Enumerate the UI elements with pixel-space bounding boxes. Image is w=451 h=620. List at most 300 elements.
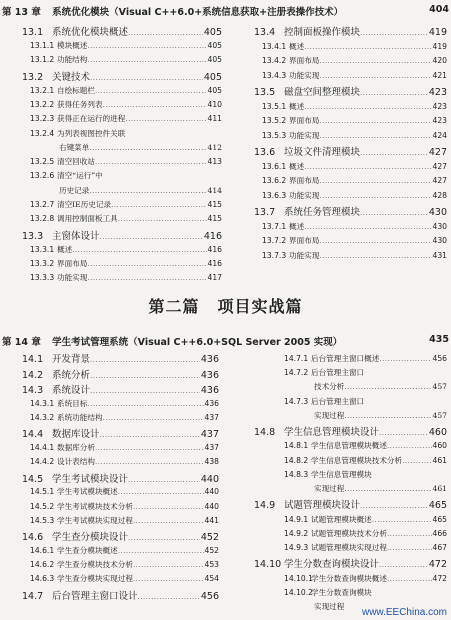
entry-page: 457 bbox=[432, 382, 447, 392]
leader-dots bbox=[72, 246, 206, 254]
toc-subsection-entry bbox=[262, 130, 447, 143]
entry-page: 420 bbox=[432, 56, 447, 65]
leader-dots bbox=[319, 192, 431, 200]
entry-title: 界面布局 bbox=[57, 258, 88, 268]
entry-number: 14.9.2 bbox=[284, 528, 309, 538]
entry-title: 设计表结构 bbox=[57, 457, 95, 467]
entry-title: 概述 bbox=[289, 101, 305, 111]
leader-dots bbox=[90, 74, 203, 82]
toc-subsection-entry bbox=[30, 128, 222, 141]
leader-dots bbox=[319, 177, 431, 185]
leader-dots bbox=[138, 593, 200, 601]
entry-page: 410 bbox=[207, 99, 222, 109]
entry-number: 14.1 bbox=[22, 354, 44, 364]
part-title: 项目实战篇 bbox=[217, 297, 303, 316]
entry-number: 13.7.1 bbox=[262, 221, 287, 231]
leader-dots bbox=[319, 237, 431, 245]
entry-title: 功能实现 bbox=[57, 273, 88, 283]
entry-number: 13.2.3 bbox=[30, 114, 55, 124]
leader-dots bbox=[87, 274, 206, 282]
entry-number: 13.6.1 bbox=[262, 161, 287, 171]
entry-title: 开发背景 bbox=[52, 354, 91, 364]
entry-title: 清空“运行”中 bbox=[57, 171, 103, 181]
toc-subsection-entry bbox=[30, 398, 219, 411]
leader-dots bbox=[87, 400, 203, 408]
entry-number: 13.2.7 bbox=[30, 200, 55, 209]
chapter-number: 第 13 章 bbox=[2, 7, 41, 18]
entry-number: 13.2.5 bbox=[30, 157, 55, 167]
entry-page: 452 bbox=[204, 545, 219, 555]
leader-dots bbox=[304, 103, 431, 111]
chapter-page: 404 bbox=[429, 4, 449, 15]
leader-dots bbox=[387, 442, 432, 450]
leader-dots bbox=[90, 356, 200, 364]
toc-section-entry bbox=[22, 24, 222, 37]
leader-dots bbox=[319, 72, 431, 80]
entry-page: 424 bbox=[432, 130, 447, 140]
toc-subsection-entry bbox=[284, 396, 447, 409]
entry-title: 数据库分析 bbox=[57, 443, 95, 452]
entry-title: 实现过程 bbox=[314, 484, 345, 493]
toc-subsection-entry bbox=[284, 514, 447, 527]
watermark: www.EEChina.com bbox=[361, 607, 447, 618]
leader-dots bbox=[87, 260, 206, 268]
leader-dots bbox=[133, 503, 204, 511]
entry-title: 系统目标 bbox=[57, 398, 88, 408]
entry-page: 460 bbox=[432, 441, 447, 451]
entry-number: 14.4.1 bbox=[30, 443, 55, 452]
entry-title: 获得任务列表 bbox=[57, 99, 103, 109]
toc-subsection-entry bbox=[262, 235, 447, 248]
entry-title: 学生信息管理模块技术分析 bbox=[311, 455, 403, 465]
entry-page: 440 bbox=[204, 501, 219, 511]
entry-number: 13.4.3 bbox=[262, 70, 287, 80]
entry-title: 功能实现 bbox=[289, 250, 320, 260]
entry-number: 13.4 bbox=[254, 27, 276, 37]
entry-title: 学生考试模块设计 bbox=[52, 473, 129, 484]
leader-dots bbox=[344, 485, 431, 493]
entry-title: 系统功能结构 bbox=[57, 413, 103, 423]
leader-dots bbox=[319, 252, 431, 260]
entry-page: 460 bbox=[428, 427, 447, 437]
entry-page: 465 bbox=[428, 500, 447, 511]
toc-subsection-entry bbox=[284, 455, 447, 468]
entry-page: 438 bbox=[204, 457, 219, 467]
entry-number: 14.5.2 bbox=[30, 501, 55, 511]
entry-number: 14.10.2 bbox=[284, 587, 313, 597]
entry-title: 系统分析 bbox=[52, 369, 91, 380]
leader-dots bbox=[402, 457, 431, 465]
entry-page: 440 bbox=[200, 473, 219, 484]
entry-number: 13.5 bbox=[254, 87, 276, 97]
toc-section-entry bbox=[254, 556, 447, 569]
toc-section-entry bbox=[22, 69, 222, 82]
entry-number: 14.7.2 bbox=[284, 368, 309, 378]
entry-page: 427 bbox=[428, 147, 447, 157]
toc-subsection-entry bbox=[30, 442, 219, 455]
entry-page: 437 bbox=[204, 443, 219, 452]
toc-subsection-entry bbox=[30, 156, 222, 169]
entry-page: 466 bbox=[432, 528, 447, 538]
entry-title: 学生信息管理模块概述 bbox=[311, 441, 387, 451]
entry-number: 14.8 bbox=[254, 427, 276, 437]
leader-dots bbox=[87, 42, 206, 50]
leader-dots bbox=[379, 429, 428, 437]
leader-dots bbox=[304, 223, 431, 231]
entry-page: 417 bbox=[207, 273, 222, 283]
entry-number: 14.6.2 bbox=[30, 560, 55, 569]
chapter-13-heading bbox=[2, 4, 449, 20]
entry-page: 436 bbox=[200, 354, 219, 364]
entry-title: 学生查分模块技术分析 bbox=[57, 560, 133, 569]
entry-title: 界面布局 bbox=[289, 56, 320, 65]
entry-number: 13.6 bbox=[254, 147, 276, 157]
leader-dots bbox=[111, 201, 206, 209]
entry-page: 437 bbox=[204, 413, 219, 423]
toc-entry-continuation bbox=[314, 410, 447, 423]
entry-title: 学生信息管理模块 bbox=[311, 469, 372, 479]
entry-title: 试题管理模块设计 bbox=[284, 500, 361, 511]
leader-dots bbox=[387, 575, 432, 583]
toc-subsection-entry bbox=[30, 113, 222, 126]
entry-page: 415 bbox=[207, 200, 222, 209]
entry-page: 416 bbox=[203, 230, 222, 241]
entry-number: 13.6.3 bbox=[262, 190, 287, 200]
chapter-number: 第 14 章 bbox=[2, 337, 41, 348]
part-number: 第二篇 bbox=[148, 297, 200, 316]
toc-subsection-entry bbox=[30, 99, 222, 112]
entry-title: 学生考试模块实现过程 bbox=[57, 515, 133, 525]
entry-page: 457 bbox=[432, 410, 447, 420]
toc-subsection-entry bbox=[284, 469, 447, 482]
leader-dots bbox=[95, 87, 207, 95]
entry-number: 13.5.2 bbox=[262, 116, 287, 125]
leader-dots bbox=[133, 561, 204, 569]
entry-title: 概述 bbox=[57, 244, 73, 254]
entry-title: 学生信息管理模块设计 bbox=[284, 427, 380, 437]
entry-number: 14.6 bbox=[22, 532, 44, 543]
entry-page: 452 bbox=[200, 532, 219, 543]
entry-page: 405 bbox=[207, 55, 222, 65]
toc-entry-continuation bbox=[59, 185, 222, 198]
entry-title: 界面布局 bbox=[289, 116, 320, 125]
toc-section-entry bbox=[22, 426, 219, 439]
chapter-title: 系统优化模块（Visual C++6.0+系统信息获取+注册表操作技术） bbox=[52, 7, 344, 18]
leader-dots bbox=[118, 215, 207, 223]
entry-page: 405 bbox=[203, 27, 222, 37]
leader-dots bbox=[344, 412, 431, 420]
entry-page: 453 bbox=[204, 560, 219, 569]
toc-subsection-entry bbox=[284, 528, 447, 541]
toc-section-entry bbox=[22, 351, 219, 364]
entry-page: 465 bbox=[432, 514, 447, 524]
toc-subsection-entry bbox=[262, 175, 447, 188]
toc-subsection-entry bbox=[30, 244, 222, 257]
leader-dots bbox=[95, 158, 207, 166]
toc-subsection-entry bbox=[284, 367, 447, 380]
leader-dots bbox=[304, 43, 431, 51]
toc-subsection-entry bbox=[284, 587, 447, 600]
entry-title: 关键技术 bbox=[52, 71, 91, 82]
entry-page: 421 bbox=[432, 70, 447, 80]
entry-number: 13.2.1 bbox=[30, 85, 55, 95]
entry-page: 413 bbox=[207, 157, 222, 167]
entry-page: 436 bbox=[200, 385, 219, 396]
leader-dots bbox=[89, 144, 206, 152]
entry-title: 系统优化模块概述 bbox=[52, 27, 129, 37]
entry-number: 14.4.2 bbox=[30, 457, 55, 467]
entry-number: 14.5.1 bbox=[30, 487, 55, 497]
entry-page: 405 bbox=[203, 71, 222, 82]
toc-subsection-entry bbox=[262, 70, 447, 83]
entry-page: 461 bbox=[432, 484, 447, 493]
entry-page: 415 bbox=[207, 214, 222, 224]
toc-subsection-entry bbox=[30, 456, 219, 469]
toc-subsection-entry bbox=[30, 54, 222, 67]
entry-title: 为列表视图控件关联 bbox=[57, 128, 126, 138]
toc-entry-continuation bbox=[314, 381, 447, 394]
entry-title: 概述 bbox=[289, 221, 305, 231]
entry-number: 14.6.3 bbox=[30, 574, 55, 584]
entry-title: 学生分数查询模块设计 bbox=[284, 559, 380, 570]
entry-page: 427 bbox=[432, 176, 447, 185]
entry-page: 454 bbox=[204, 574, 219, 584]
toc-subsection-entry bbox=[284, 353, 447, 366]
toc-entry-continuation bbox=[314, 483, 447, 496]
entry-number: 14.3 bbox=[22, 385, 44, 396]
entry-number: 13.4.2 bbox=[262, 56, 287, 65]
entry-number: 13.2.6 bbox=[30, 171, 55, 181]
entry-title: 磁盘空间整理模块 bbox=[284, 87, 361, 97]
leader-dots bbox=[95, 458, 204, 466]
leader-dots bbox=[100, 233, 203, 241]
leader-dots bbox=[90, 387, 200, 395]
toc-subsection-entry bbox=[30, 170, 222, 183]
part-heading bbox=[0, 294, 451, 317]
entry-number: 14.8.2 bbox=[284, 455, 309, 465]
leader-dots bbox=[360, 89, 428, 97]
entry-number: 14.6.1 bbox=[30, 545, 55, 555]
entry-title: 后台管理主窗口 bbox=[311, 368, 365, 378]
entry-page: 436 bbox=[204, 398, 219, 408]
toc-subsection-entry bbox=[262, 101, 447, 114]
entry-title: 实现过程 bbox=[314, 410, 345, 420]
toc-subsection-entry bbox=[30, 515, 219, 528]
entry-number: 13.1 bbox=[22, 27, 44, 37]
entry-title: 垃圾文件清理模块 bbox=[284, 147, 361, 157]
entry-number: 14.10.1 bbox=[284, 573, 313, 583]
entry-title: 技术分析 bbox=[314, 382, 345, 392]
entry-number: 13.2.2 bbox=[30, 99, 55, 109]
leader-dots bbox=[90, 372, 200, 380]
entry-title: 后台管理主窗口 bbox=[311, 396, 365, 406]
entry-page: 437 bbox=[200, 429, 219, 440]
entry-title: 数据库设计 bbox=[52, 429, 100, 440]
chapter-14-heading bbox=[2, 334, 449, 350]
leader-dots bbox=[379, 355, 431, 363]
toc-subsection-entry bbox=[30, 501, 219, 514]
leader-dots bbox=[103, 101, 207, 109]
chapter-page: 435 bbox=[429, 334, 449, 345]
toc-section-entry bbox=[22, 367, 219, 380]
entry-title: 概述 bbox=[289, 161, 305, 171]
entry-page: 430 bbox=[432, 236, 447, 245]
entry-title: 功能实现 bbox=[289, 190, 320, 200]
entry-page: 428 bbox=[432, 190, 447, 200]
leader-dots bbox=[372, 516, 432, 524]
entry-number: 13.3.1 bbox=[30, 244, 55, 254]
toc-entry-continuation bbox=[59, 142, 222, 155]
entry-title: 获得正在运行的进程 bbox=[57, 114, 126, 124]
entry-title: 后台管理主窗口概述 bbox=[311, 354, 380, 363]
entry-number: 14.7.3 bbox=[284, 396, 309, 406]
entry-number: 14.3.2 bbox=[30, 413, 55, 423]
entry-page: 416 bbox=[207, 258, 222, 268]
entry-title: 学生查分模块设计 bbox=[52, 532, 129, 543]
entry-page: 423 bbox=[428, 87, 447, 97]
leader-dots bbox=[118, 547, 204, 555]
toc-subsection-entry bbox=[262, 41, 447, 54]
leader-dots bbox=[360, 209, 428, 217]
entry-number: 14.3.1 bbox=[30, 398, 55, 408]
leader-dots bbox=[319, 57, 431, 65]
entry-title: 自绘标题栏 bbox=[57, 85, 95, 95]
toc-subsection-entry bbox=[30, 486, 219, 499]
entry-page: 412 bbox=[207, 142, 222, 152]
entry-number: 13.7.2 bbox=[262, 236, 287, 245]
entry-number: 13.5.1 bbox=[262, 101, 287, 111]
entry-title: 学生查分模块实现过程 bbox=[57, 574, 133, 584]
toc-subsection-entry bbox=[30, 85, 222, 98]
leader-dots bbox=[319, 117, 431, 125]
entry-page: 467 bbox=[432, 543, 447, 552]
leader-dots bbox=[319, 132, 431, 140]
entry-number: 14.4 bbox=[22, 429, 44, 440]
entry-page: 427 bbox=[432, 161, 447, 171]
leader-dots bbox=[103, 414, 204, 422]
leader-dots bbox=[128, 534, 200, 542]
leader-dots bbox=[387, 544, 432, 552]
entry-number: 13.2.8 bbox=[30, 214, 55, 224]
entry-number: 14.8.1 bbox=[284, 441, 309, 451]
entry-title: 清空回收站 bbox=[57, 157, 95, 167]
toc-section-entry bbox=[22, 529, 219, 542]
toc-subsection-entry bbox=[30, 40, 222, 53]
toc-subsection-entry bbox=[30, 412, 219, 425]
entry-page: 419 bbox=[428, 27, 447, 37]
leader-dots bbox=[133, 575, 204, 583]
entry-page: 411 bbox=[207, 114, 222, 124]
toc-section-entry bbox=[254, 424, 447, 437]
entry-title: 实现过程 bbox=[314, 602, 345, 611]
entry-title: 试题管理模块概述 bbox=[311, 514, 372, 524]
entry-page: 440 bbox=[204, 487, 219, 497]
toc-subsection-entry bbox=[262, 250, 447, 263]
toc-section-entry bbox=[254, 144, 447, 157]
entry-number: 13.1.1 bbox=[30, 41, 55, 50]
leader-dots bbox=[387, 530, 432, 538]
entry-title: 历史记录 bbox=[59, 185, 90, 195]
entry-page: 431 bbox=[432, 250, 447, 260]
toc-section-entry bbox=[254, 24, 447, 37]
toc-subsection-entry bbox=[262, 161, 447, 174]
entry-title: 学生考试模块概述 bbox=[57, 487, 118, 497]
toc-subsection-entry bbox=[30, 258, 222, 271]
entry-number: 14.9 bbox=[254, 500, 276, 511]
entry-title: 试题管理模块技术分析 bbox=[311, 528, 387, 538]
leader-dots bbox=[100, 431, 200, 439]
entry-title: 学生查分模块概述 bbox=[57, 545, 118, 555]
toc-subsection-entry bbox=[262, 115, 447, 128]
toc-section-entry bbox=[22, 228, 222, 241]
toc-section-entry bbox=[22, 588, 219, 601]
toc-subsection-entry bbox=[284, 573, 447, 586]
toc-subsection-entry bbox=[262, 55, 447, 68]
entry-number: 14.2 bbox=[22, 369, 44, 380]
toc-section-entry bbox=[22, 382, 219, 395]
entry-number: 13.4.1 bbox=[262, 41, 287, 51]
chapter-title: 学生考试管理系统（Visual C++6.0+SQL Server 2005 实现） bbox=[52, 337, 343, 348]
entry-title: 调用控制面板工具 bbox=[57, 214, 118, 224]
entry-number: 13.2.4 bbox=[30, 128, 55, 138]
entry-number: 13.3.2 bbox=[30, 258, 55, 268]
entry-number: 14.9.3 bbox=[284, 543, 309, 552]
entry-page: 419 bbox=[432, 41, 447, 51]
entry-title: 控制面板操作模块 bbox=[284, 27, 361, 37]
entry-number: 13.2 bbox=[22, 71, 44, 82]
entry-number: 13.6.2 bbox=[262, 176, 287, 185]
entry-number: 13.1.2 bbox=[30, 55, 55, 65]
entry-title: 清空IE历史记录 bbox=[57, 200, 112, 209]
toc-section-entry bbox=[254, 204, 447, 217]
entry-title: 功能结构 bbox=[57, 55, 88, 65]
entry-number: 13.7.3 bbox=[262, 250, 287, 260]
entry-number: 14.8.3 bbox=[284, 469, 309, 479]
entry-title: 系统任务管理模块 bbox=[284, 207, 361, 217]
toc-subsection-entry bbox=[284, 440, 447, 453]
toc-section-entry bbox=[22, 471, 219, 484]
toc-subsection-entry bbox=[30, 573, 219, 586]
entry-page: 414 bbox=[207, 185, 222, 195]
entry-title: 学生分数查询模块 bbox=[311, 587, 372, 597]
entry-page: 430 bbox=[428, 207, 447, 217]
leader-dots bbox=[304, 163, 431, 171]
entry-title: 右键菜单 bbox=[59, 142, 90, 152]
entry-title: 界面布局 bbox=[289, 236, 320, 245]
entry-page: 416 bbox=[207, 244, 222, 254]
toc-section-entry bbox=[254, 84, 447, 97]
leader-dots bbox=[128, 476, 200, 484]
entry-title: 功能实现 bbox=[289, 70, 320, 80]
entry-title: 界面布局 bbox=[289, 176, 320, 185]
entry-number: 14.7.1 bbox=[284, 354, 309, 363]
entry-number: 13.3.3 bbox=[30, 273, 55, 283]
toc-section-entry bbox=[254, 497, 447, 510]
leader-dots bbox=[360, 149, 428, 157]
entry-page: 430 bbox=[432, 221, 447, 231]
toc-subsection-entry bbox=[30, 272, 222, 285]
entry-page: 441 bbox=[204, 515, 219, 525]
entry-title: 模块概述 bbox=[57, 41, 88, 50]
entry-number: 14.5 bbox=[22, 473, 44, 484]
leader-dots bbox=[125, 115, 206, 123]
leader-dots bbox=[87, 56, 206, 64]
toc-subsection-entry bbox=[30, 213, 222, 226]
leader-dots bbox=[89, 187, 206, 195]
leader-dots bbox=[128, 29, 203, 37]
entry-page: 472 bbox=[428, 559, 447, 570]
entry-number: 14.5.3 bbox=[30, 515, 55, 525]
